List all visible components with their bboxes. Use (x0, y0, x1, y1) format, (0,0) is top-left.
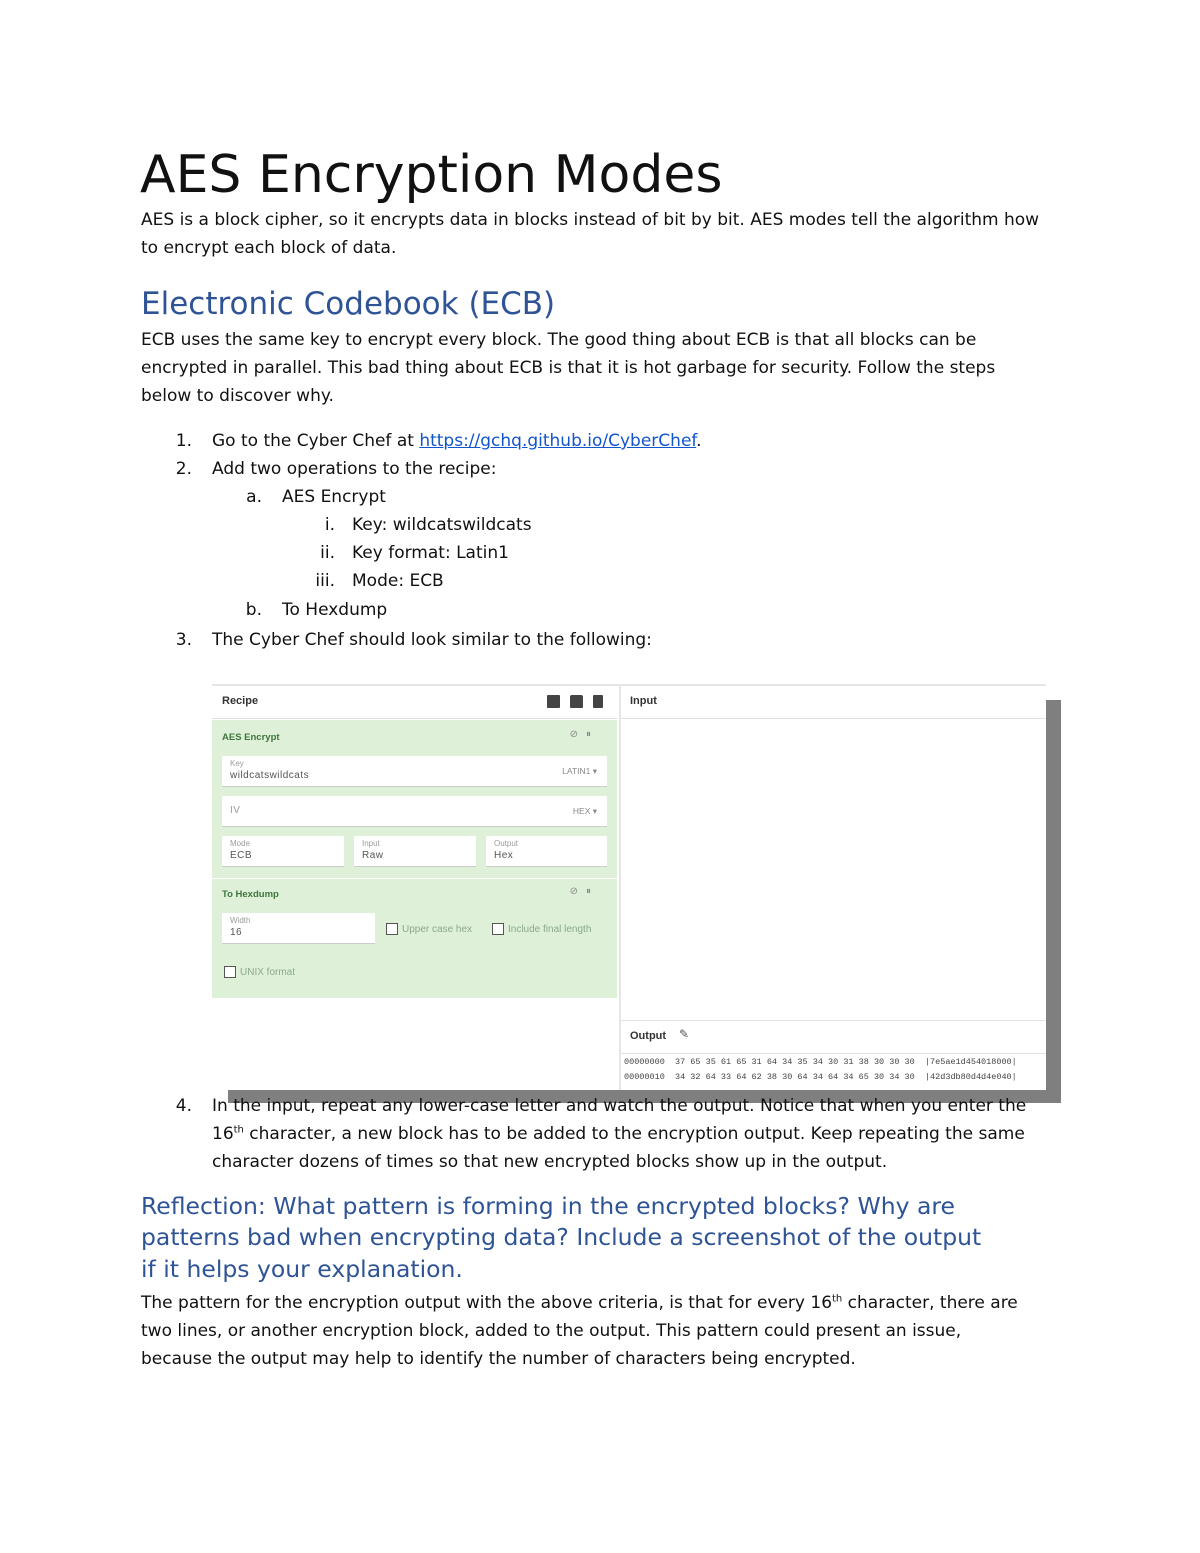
to-hexdump-controls (570, 886, 599, 897)
upper-case-hex-label: Upper case hex (402, 923, 473, 935)
step-4-line-3: character dozens of times so that new encrypted blocks show up in the output. (212, 1152, 888, 1172)
to-hexdump-operation (212, 879, 617, 998)
output-format-field[interactable] (486, 836, 607, 867)
step-3-text: The Cyber Chef should look similar to the following: (212, 630, 652, 650)
step-2ai-text: Key: wildcatswildcats (352, 515, 532, 535)
disable-icon[interactable]: ⊘ (569, 886, 586, 897)
step-4-ordinal-suffix: th (233, 1124, 244, 1136)
step-1-suffix: . (696, 431, 702, 451)
trash-icon[interactable] (593, 695, 603, 708)
step-2aii-text: Key format: Latin1 (352, 543, 509, 563)
answer-line-1-start: The pattern for the encryption output with the above criteria, is that for every 16 (141, 1293, 833, 1313)
checkbox-box[interactable] (224, 966, 236, 978)
reflection-heading-line-2: patterns bad when encrypting data? Include a screenshot of the output (141, 1223, 982, 1251)
step-2aii-number: ii. (320, 543, 335, 563)
pause-icon[interactable]: ⏸ (586, 886, 599, 897)
input-textarea[interactable] (621, 719, 1046, 1019)
iv-field[interactable] (222, 796, 607, 827)
section-heading: Electronic Codebook (ECB) (141, 286, 556, 322)
aes-encrypt-operation (212, 720, 617, 878)
save-icon[interactable] (547, 695, 560, 708)
pause-icon[interactable]: ⏸ (586, 729, 599, 740)
to-hexdump-title: To Hexdump (222, 889, 279, 900)
reflection-heading-line-1: Reflection: What pattern is forming in the encrypted blocks? Why are (141, 1192, 955, 1220)
key-label: Key (230, 759, 244, 768)
step-4-number: 4. (175, 1096, 192, 1116)
step-2a-number: a. (246, 487, 262, 507)
step-1-number: 1. (175, 431, 192, 451)
input-format-field[interactable] (354, 836, 476, 867)
step-4-ordinal: 16 (212, 1124, 234, 1144)
upper-case-hex-checkbox[interactable] (386, 923, 472, 935)
step-2aiii-text: Mode: ECB (352, 571, 444, 591)
recipe-header (212, 686, 617, 719)
iv-format-dropdown[interactable]: HEX ▾ (572, 806, 597, 816)
output-label: Output (630, 1030, 667, 1042)
recipe-panel (212, 686, 617, 1090)
input-format-value: Raw (362, 850, 384, 861)
unix-format-checkbox[interactable] (224, 966, 295, 978)
intro-line-2: to encrypt each block of data. (141, 238, 397, 258)
checkbox-box[interactable] (386, 923, 398, 935)
step-4-line-2 (212, 1120, 1025, 1148)
step-2-text: Add two operations to the recipe: (212, 459, 497, 479)
input-header (621, 686, 1046, 719)
unix-format-label: UNIX format (240, 966, 296, 978)
cyberchef-link[interactable]: https://gchq.github.io/CyberChef (419, 431, 697, 451)
answer-line-1 (141, 1289, 1018, 1317)
mode-label: Mode (230, 839, 251, 848)
magic-wand-icon[interactable]: ✎ (679, 1027, 690, 1041)
key-field[interactable] (222, 756, 607, 787)
step-2a-text: AES Encrypt (282, 487, 386, 507)
output-header (621, 1020, 1046, 1054)
section-paragraph-line-1: ECB uses the same key to encrypt every block. The good thing about ECB is that all blocks can be (141, 330, 977, 350)
width-field[interactable] (222, 913, 375, 944)
step-4-line-2-rest: character, a new block has to be added to the encryption output. Keep repeating the same (243, 1124, 1025, 1144)
reflection-heading-line-3: if it helps your explanation. (141, 1255, 463, 1283)
intro-line-1: AES is a block cipher, so it encrypts data in blocks instead of bit by bit. AES modes tell the algorithm how (141, 210, 1040, 230)
output-row: 00000010 34 32 64 33 64 62 38 30 64 34 64 34 65 30 34 30 |42d3db80d4d4e040| (624, 1072, 1017, 1082)
output-row: 00000000 37 65 35 61 65 31 64 34 35 34 30 31 38 30 30 30 |7e5ae1d454018000| (624, 1057, 1017, 1067)
step-2-number: 2. (175, 459, 192, 479)
section-paragraph-line-2: encrypted in parallel. This bad thing about ECB is that it is hot garbage for security. Follow the steps (141, 358, 996, 378)
recipe-label: Recipe (222, 695, 259, 707)
cyberchef-screenshot (212, 684, 1046, 1090)
section-paragraph-line-3: below to discover why. (141, 386, 334, 406)
width-value: 16 (230, 927, 243, 938)
folder-icon[interactable] (570, 695, 583, 708)
width-label: Width (230, 916, 251, 925)
step-2ai-number: i. (324, 515, 335, 535)
step-3-number: 3. (175, 630, 192, 650)
output-format-value: Hex (494, 850, 514, 861)
mode-value: ECB (230, 850, 253, 861)
key-format-dropdown[interactable]: LATIN1 ▾ (562, 766, 597, 776)
answer-line-3: because the output may help to identify the number of characters being encrypted. (141, 1349, 856, 1369)
step-1-text (212, 427, 702, 455)
aes-encrypt-title: AES Encrypt (222, 732, 280, 743)
step-4-line-1: In the input, repeat any lower-case letter and watch the output. Notice that when you enter the (212, 1096, 1027, 1116)
key-value: wildcatswildcats (230, 770, 310, 781)
checkbox-box[interactable] (492, 923, 504, 935)
answer-line-1-end: character, there are (842, 1293, 1018, 1313)
input-format-label: Input (362, 839, 380, 848)
recipe-header-icons (547, 695, 603, 708)
include-final-length-label: Include final length (508, 923, 592, 935)
include-final-length-checkbox[interactable] (492, 923, 591, 935)
mode-field[interactable] (222, 836, 344, 867)
page-title: AES Encryption Modes (140, 145, 723, 205)
io-panel (619, 686, 1046, 1090)
step-2aiii-number: iii. (315, 571, 335, 591)
output-format-label: Output (494, 839, 519, 848)
step-2b-number: b. (245, 600, 262, 620)
disable-icon[interactable]: ⊘ (569, 729, 586, 740)
input-label: Input (630, 695, 657, 707)
aes-encrypt-controls (570, 729, 599, 740)
iv-label: IV (230, 805, 241, 816)
answer-line-2: two lines, or another encryption block, added to the output. This pattern could present an issue, (141, 1321, 962, 1341)
answer-ordinal-suffix: th (832, 1293, 843, 1305)
step-2b-text: To Hexdump (282, 600, 388, 620)
step-1-prefix: Go to the Cyber Chef at (212, 431, 420, 451)
